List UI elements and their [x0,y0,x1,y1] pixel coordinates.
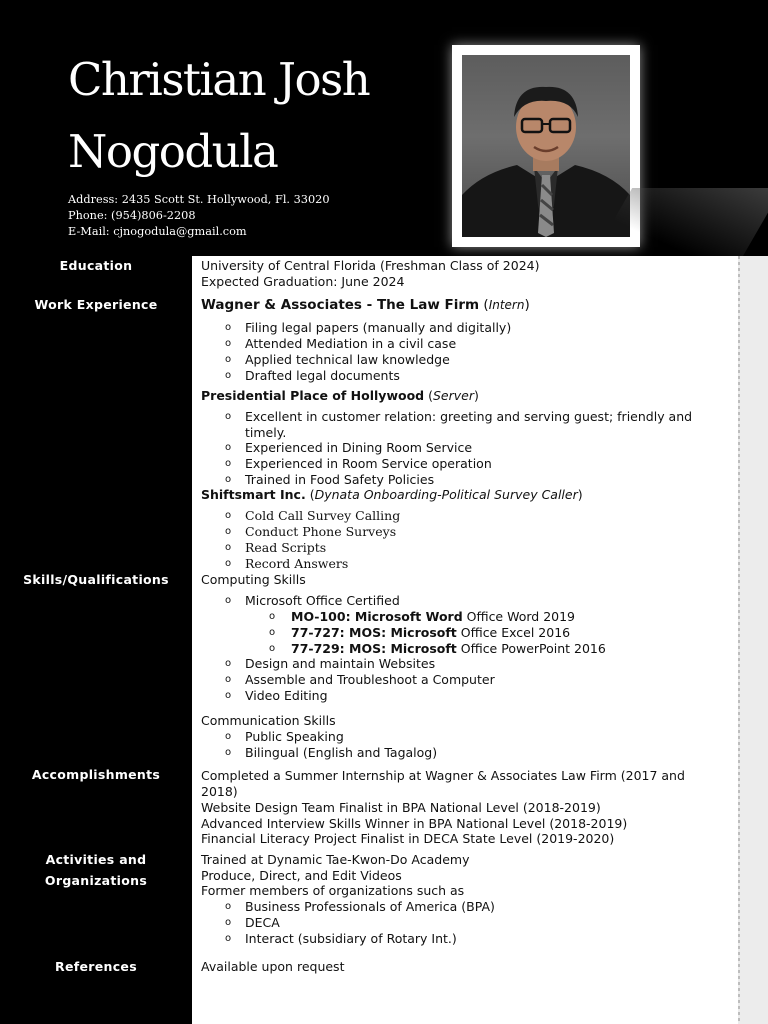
address: Address: 2435 Scott St. Hollywood, Fl. 33020 [68,193,330,206]
bullet-icon: o [225,595,232,606]
accomplishment-item: Financial Literacy Project Finalist in DECA State Level (2019-2020) [201,831,615,846]
bullet-icon: o [225,526,232,537]
job-title: Presidential Place of Hollywood (Server) [201,388,479,403]
list-item: DECA [245,915,280,930]
bullet-icon: o [225,747,232,758]
bullet-icon: o [225,542,232,553]
bullet-icon: o [225,370,232,381]
section-label-work: Work Experience [34,297,158,312]
bullet-icon: o [225,933,232,944]
list-item: Drafted legal documents [245,368,400,383]
list-item: Applied technical law knowledge [245,352,450,367]
bullet-icon: o [225,731,232,742]
contact-info [68,192,330,240]
bullet-icon: o [225,917,232,928]
list-item: Bilingual (English and Tagalog) [245,745,438,760]
bullet-icon: o [225,690,232,701]
bullet-icon: o [225,411,232,422]
bullet-icon: o [225,674,232,685]
skills-heading: Communication Skills [201,713,336,728]
list-item: Excellent in customer relation: greeting and serving guest; friendly and timely. [245,409,693,440]
list-item: Design and maintain Websites [245,656,436,671]
certification-item: 77-727: MOS: Microsoft Office Excel 2016 [291,625,571,640]
activity-line: Trained at Dynamic Tae-Kwon-Do Academy [201,852,470,867]
section-label-education: Education [59,258,133,273]
bullet-icon: o [269,611,276,622]
profile-photo-frame [452,45,640,247]
activity-line: Produce, Direct, and Edit Videos [201,868,402,883]
bullet-icon: o [225,322,232,333]
profile-photo [462,55,630,237]
list-item: Read Scripts [245,540,327,555]
section-label-skills: Skills/Qualifications [23,572,169,587]
email: E-Mail: cjnogodula@gmail.com [68,225,247,238]
bullet-icon: o [269,627,276,638]
candidate-name: Christian Josh Nogodula [68,53,370,178]
certification-item: MO-100: Microsoft Word Office Word 2019 [291,609,576,624]
list-item: Interact (subsidiary of Rotary Int.) [245,931,457,946]
accomplishment-item: Completed a Summer Internship at Wagner & Associates Law Firm (2017 and 2018) [201,768,685,799]
bullet-icon: o [225,458,232,469]
job-title: Wagner & Associates - The Law Firm (Intern) [201,297,530,313]
page-edge [738,256,768,1024]
list-item: Video Editing [245,688,328,703]
section-label-activities: Activities and Organizations [44,852,148,888]
references-text: Available upon request [201,959,345,974]
accomplishment-item: Advanced Interview Skills Winner in BPA National Level (2018-2019) [201,816,628,831]
skills-heading: Computing Skills [201,572,306,587]
job-title: Shiftsmart Inc. (Dynata Onboarding-Political Survey Caller) [201,487,583,502]
activity-line: Former members of organizations such as [201,883,465,898]
certification-item: 77-729: MOS: Microsoft Office PowerPoint 2016 [291,641,606,656]
list-item: Cold Call Survey Calling [245,508,401,523]
education-line: University of Central Florida (Freshman Class of 2024) [201,258,540,273]
bullet-icon: o [269,643,276,654]
list-item: Attended Mediation in a civil case [245,336,457,351]
list-item: Experienced in Dining Room Service [245,440,473,455]
list-item: Trained in Food Safety Policies [245,472,435,487]
section-label-accomplishments: Accomplishments [31,767,161,782]
list-item: Business Professionals of America (BPA) [245,899,495,914]
list-item: Filing legal papers (manually and digitally) [245,320,512,335]
bullet-icon: o [225,442,232,453]
list-item: Assemble and Troubleshoot a Computer [245,672,495,687]
accomplishment-item: Website Design Team Finalist in BPA National Level (2018-2019) [201,800,601,815]
list-item: Public Speaking [245,729,344,744]
education-line: Expected Graduation: June 2024 [201,274,405,289]
list-item: Experienced in Room Service operation [245,456,492,471]
bullet-icon: o [225,901,232,912]
phone: Phone: (954)806-2208 [68,209,196,222]
bullet-icon: o [225,338,232,349]
list-item: Record Answers [245,556,349,571]
section-label-references: References [55,959,137,974]
list-item: Conduct Phone Surveys [245,524,397,539]
bullet-icon: o [225,474,232,485]
bullet-icon: o [225,354,232,365]
bullet-icon: o [225,658,232,669]
list-item: Microsoft Office Certified [245,593,400,608]
bullet-icon: o [225,558,232,569]
bullet-icon: o [225,510,232,521]
